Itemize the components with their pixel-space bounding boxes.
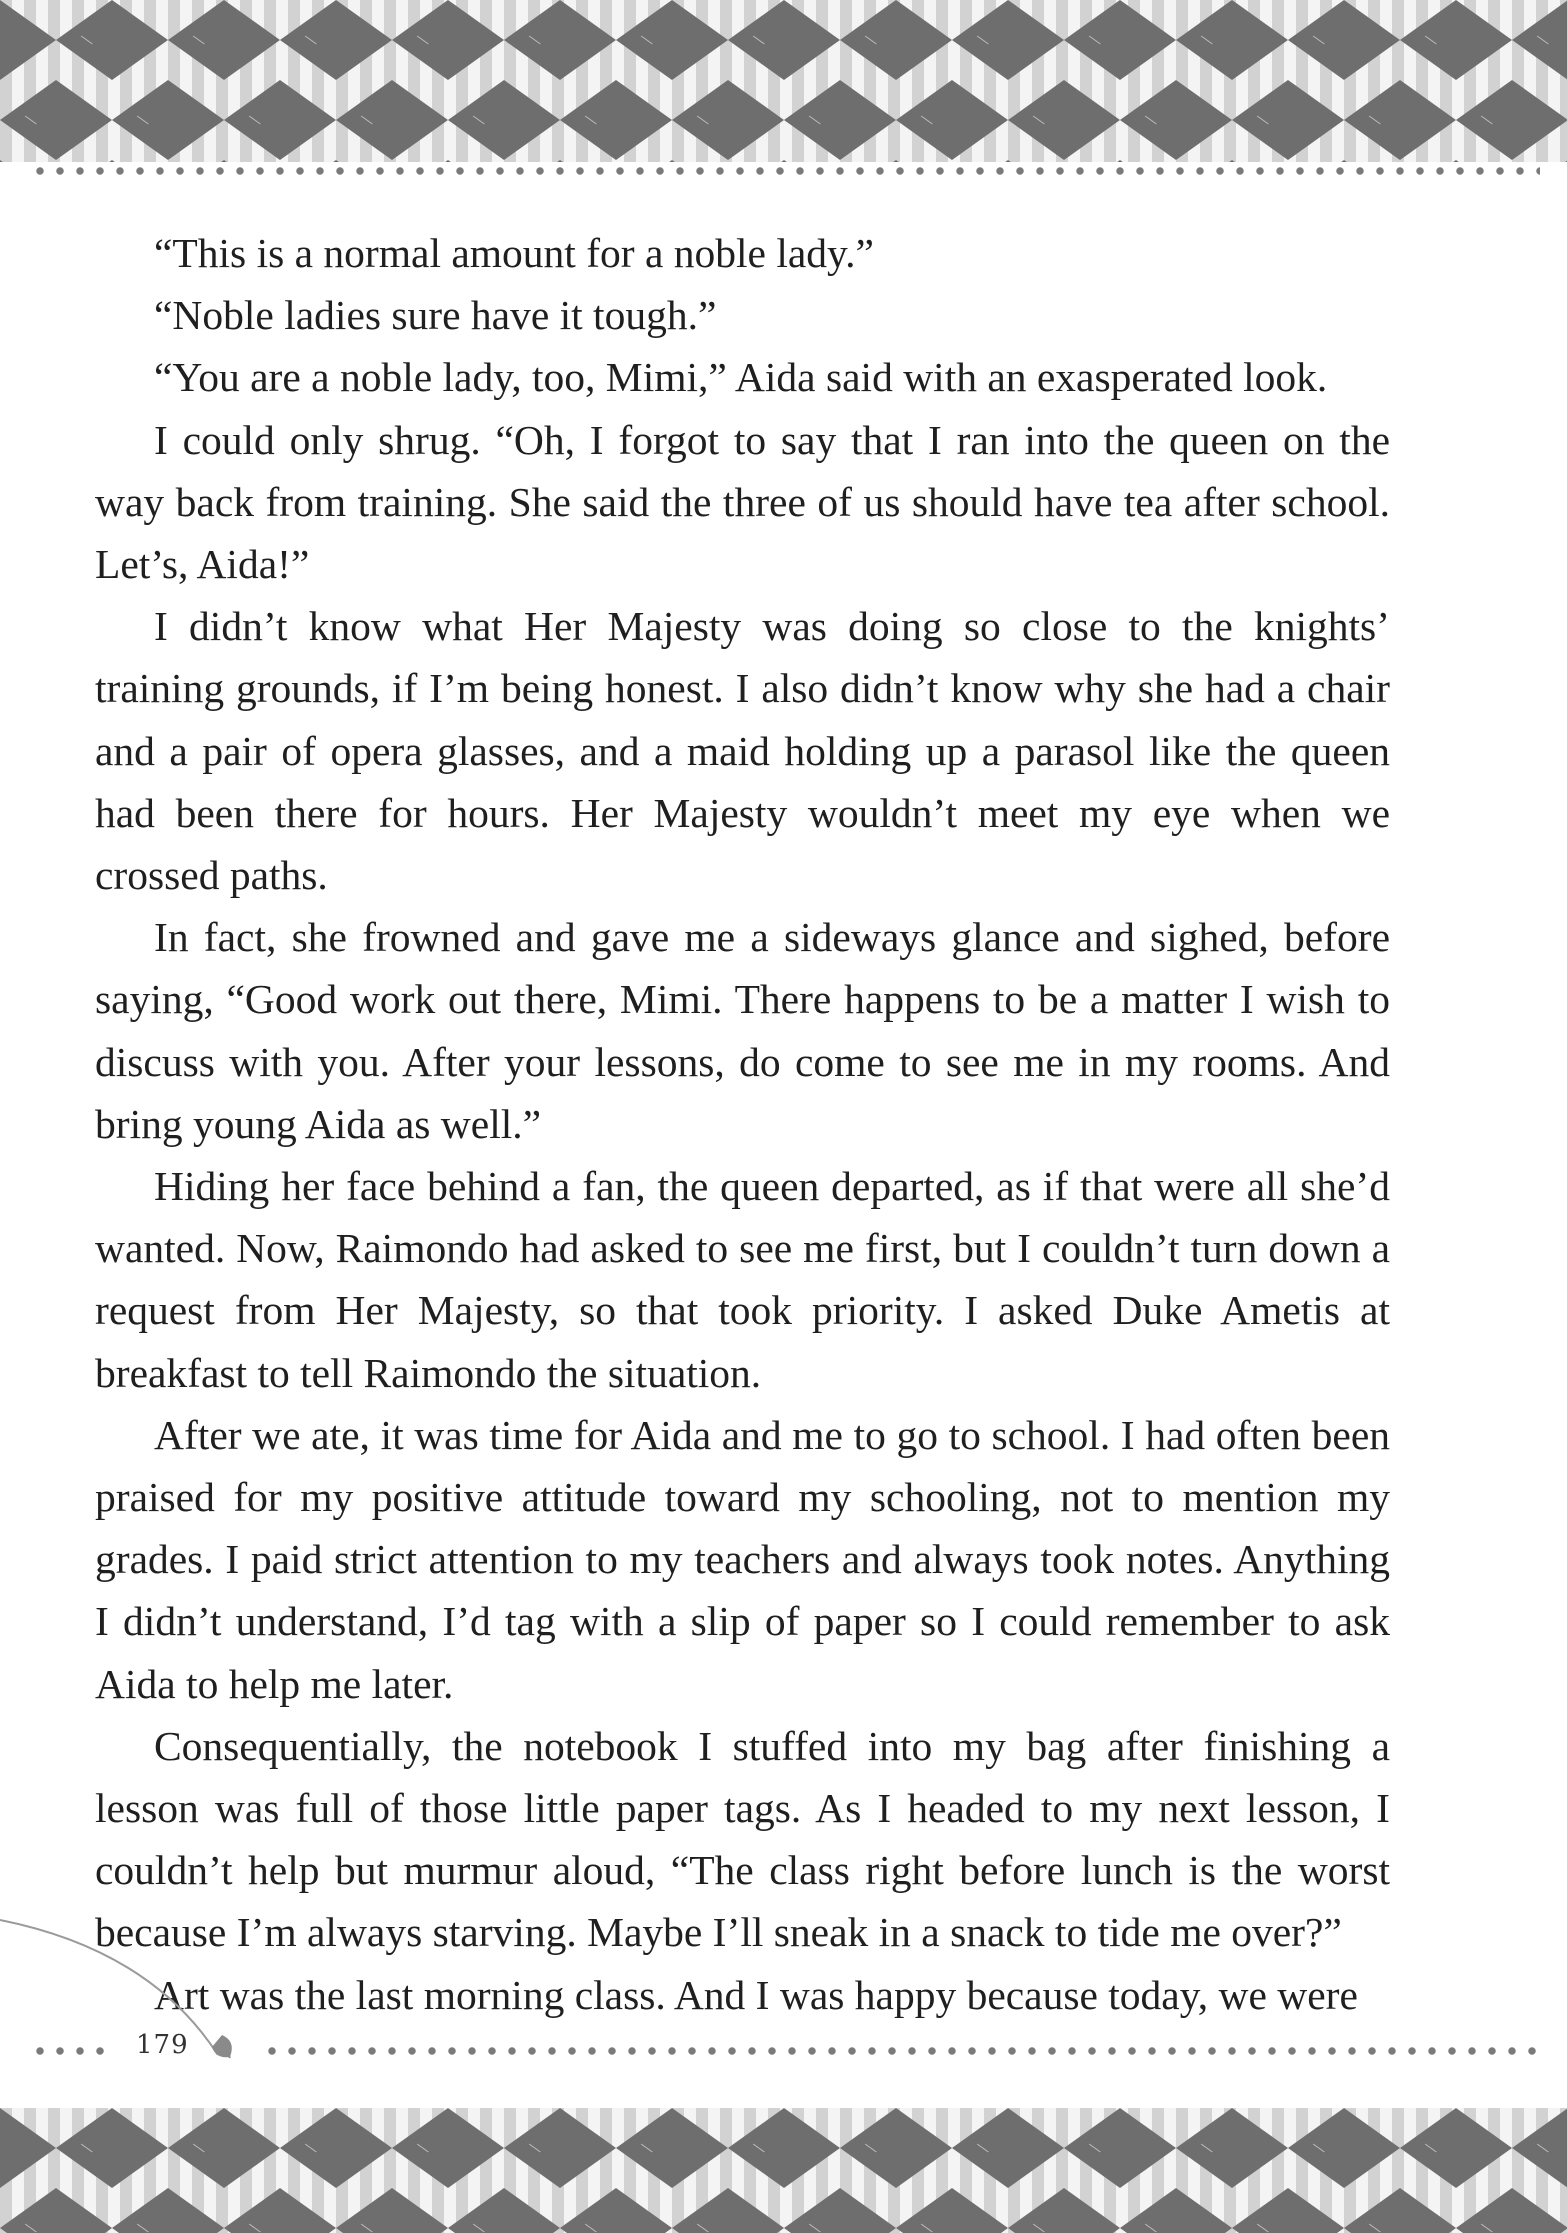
diamond-shape	[1008, 80, 1120, 160]
diamond-shape	[1288, 0, 1400, 80]
diamond-shape	[1176, 160, 1288, 162]
diamond-shape	[1008, 2188, 1120, 2233]
diamond-shape	[224, 80, 336, 160]
diamond-shape	[1232, 80, 1344, 160]
diamond-shape	[1512, 2108, 1567, 2188]
diamond-shape	[1288, 2108, 1400, 2188]
diamond-shape	[112, 80, 224, 160]
diamond-shape	[840, 2108, 952, 2188]
diamond-shape	[56, 0, 168, 80]
diamond-shape	[168, 2108, 280, 2188]
diamond-shape	[280, 2108, 392, 2188]
diamond-shape	[392, 2108, 504, 2188]
paragraph: I didn’t know what Her Majesty was doing so close to the knights’ training grounds, if I’m being honest. I also didn’t know why she had a chair and a pair of opera glasses, and a maid holding up a parasol like the queen had been there for hours. Her Majesty wouldn’t meet my eye when we crossed paths.	[95, 603, 1390, 899]
leaf-ornament-icon	[0, 1910, 260, 2060]
diamond-shape	[336, 2188, 448, 2233]
diamond-shape	[0, 0, 56, 80]
diamond-shape	[448, 80, 560, 160]
diamond-pattern-bottom	[0, 2108, 1567, 2233]
diamond-shape	[1512, 0, 1567, 80]
diamond-shape	[0, 2188, 112, 2233]
diamond-shape	[896, 2188, 1008, 2233]
paragraph: In fact, she frowned and gave me a sideways glance and sighed, before saying, “Good work out there, Mimi. There happens to be a matter I wish to discuss with you. After your lessons, do come to see me in my rooms. And bring young Aida as well.”	[95, 914, 1390, 1147]
diamond-shape	[1120, 2188, 1232, 2233]
diamond-shape	[560, 80, 672, 160]
diamond-shape	[952, 0, 1064, 80]
diamond-shape	[1456, 80, 1567, 160]
diamond-shape	[1400, 0, 1512, 80]
diamond-shape	[112, 2188, 224, 2233]
diamond-shape	[784, 2188, 896, 2233]
diamond-shape	[1232, 2188, 1344, 2233]
diamond-shape	[280, 160, 392, 162]
diamond-shape	[1344, 2188, 1456, 2233]
diamond-shape	[784, 80, 896, 160]
paragraph: “This is a normal amount for a noble lady.”	[154, 230, 874, 276]
top-border-pattern	[0, 0, 1567, 162]
diamond-shape	[728, 2108, 840, 2188]
diamond-shape	[56, 2108, 168, 2188]
diamond-shape	[0, 2108, 56, 2188]
diamond-shape	[336, 80, 448, 160]
diamond-shape	[448, 2188, 560, 2233]
diamond-shape	[728, 0, 840, 80]
diamond-shape	[280, 0, 392, 80]
bottom-border-pattern	[0, 2108, 1567, 2233]
diamond-shape	[1400, 2108, 1512, 2188]
bottom-dotted-rule-right	[262, 2046, 1542, 2056]
diamond-shape	[896, 80, 1008, 160]
diamond-shape	[168, 160, 280, 162]
diamond-shape	[1344, 80, 1456, 160]
diamond-shape	[840, 160, 952, 162]
paragraph: I could only shrug. “Oh, I forgot to say that I ran into the queen on the way back from training. She said the three of us should have tea after school. Let’s, Aida!”	[95, 416, 1390, 588]
diamond-shape	[1456, 2188, 1567, 2233]
diamond-shape	[1288, 160, 1400, 162]
diamond-shape	[1176, 2108, 1288, 2188]
diamond-shape	[616, 2108, 728, 2188]
diamond-shape	[504, 2108, 616, 2188]
diamond-shape	[1512, 160, 1567, 162]
paragraph: Hiding her face behind a fan, the queen departed, as if that were all she’d wanted. Now, Raimondo had asked to see me first, but I couldn’t turn down a request from Her Majesty, so that took priority. I asked Duke Ametis at breakfast to tell Raimondo the situation.	[95, 1163, 1390, 1396]
diamond-shape	[1120, 80, 1232, 160]
diamond-shape	[840, 0, 952, 80]
diamond-shape	[1176, 0, 1288, 80]
diamond-shape	[616, 0, 728, 80]
diamond-shape	[504, 0, 616, 80]
diamond-shape	[672, 80, 784, 160]
diamond-shape	[1400, 160, 1512, 162]
page-number: 179	[136, 2030, 189, 2060]
paragraph: Art was the last morning class. And I was happy because today, we were	[154, 1971, 1358, 2018]
diamond-shape	[56, 160, 168, 162]
diamond-shape	[168, 0, 280, 80]
diamond-shape	[672, 2188, 784, 2233]
diamond-pattern-top	[0, 0, 1567, 162]
paragraph: “Noble ladies sure have it tough.”	[154, 292, 717, 339]
diamond-shape	[392, 0, 504, 80]
diamond-shape	[392, 160, 504, 162]
paragraph: After we ate, it was time for Aida and me to go to school. I had often been praised for my positive attitude toward my schooling, not to mention my grades. I paid strict attention to my teachers and always took notes. Anything I didn’t understand, I’d tag with a slip of paper so I could remember to ask Aida to help me later.	[95, 1411, 1390, 1707]
body-text	[95, 222, 1390, 2026]
diamond-shape	[0, 80, 112, 160]
diamond-shape	[1064, 160, 1176, 162]
diamond-shape	[0, 160, 56, 162]
diamond-shape	[504, 160, 616, 162]
diamond-shape	[728, 160, 840, 162]
paragraph: “You are a noble lady, too, Mimi,” Aida said with an exasperated look.	[154, 354, 1328, 401]
top-dotted-rule	[30, 166, 1540, 176]
diamond-shape	[1064, 0, 1176, 80]
diamond-shape	[560, 2188, 672, 2233]
diamond-shape	[616, 160, 728, 162]
diamond-shape	[952, 160, 1064, 162]
diamond-shape	[224, 2188, 336, 2233]
paragraph: Consequentially, the notebook I stuffed into my bag after finishing a lesson was full of those little paper tags. As I headed to my next lesson, I couldn’t help but murmur aloud, “The class right before lunch is the worst because I’m always starving. Maybe I’ll sneak in a snack to tide me over?”	[95, 1722, 1390, 1956]
bottom-dotted-rule-left	[30, 2046, 110, 2056]
diamond-shape	[1064, 2108, 1176, 2188]
diamond-shape	[952, 2108, 1064, 2188]
